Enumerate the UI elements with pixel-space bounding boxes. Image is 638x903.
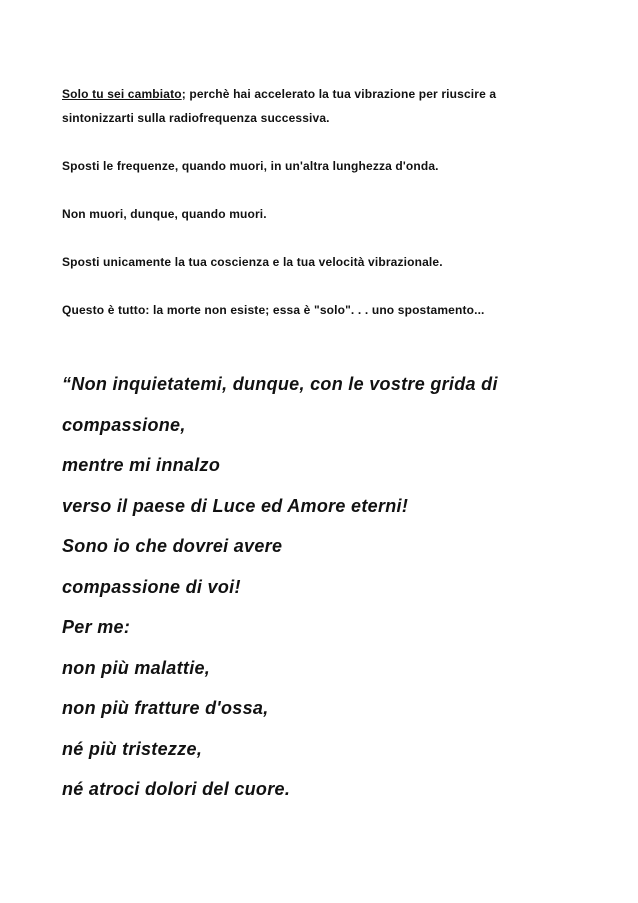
poem-section bbox=[62, 372, 622, 818]
poem-line: né più tristezze, bbox=[62, 738, 203, 759]
poem-line: Sono io che dovrei avere bbox=[62, 536, 283, 556]
poem-line: “Non inquietatemi, dunque, con le vostre grida di bbox=[62, 374, 498, 394]
prose-section bbox=[62, 82, 602, 346]
poem-line: verso il paese di Luce ed Amore eterni! bbox=[62, 495, 409, 516]
paragraph-3: Non muori, dunque, quando muori. bbox=[62, 207, 267, 221]
poem-line: mentre mi innalzo bbox=[62, 455, 221, 475]
poem-line: non più fratture d'ossa, bbox=[62, 698, 269, 718]
paragraph-2: Sposti le frequenze, quando muori, in un'altra lunghezza d'onda. bbox=[62, 159, 439, 173]
paragraph-5: Questo è tutto: la morte non esiste; essa è "solo". . . uno spostamento... bbox=[62, 303, 485, 317]
poem-line: non più malattie, bbox=[62, 657, 211, 678]
underlined-phrase: Solo tu sei cambiato bbox=[62, 87, 182, 101]
poem-line: compassione, bbox=[62, 414, 186, 435]
paragraph-1-text: ; perchè hai accelerato la tua vibrazione per riuscire a bbox=[181, 87, 497, 101]
poem-line: Per me: bbox=[62, 617, 131, 637]
poem-line: compassione di voi! bbox=[62, 576, 241, 597]
paragraph-1 bbox=[62, 82, 602, 130]
poem-line: né atroci dolori del cuore. bbox=[62, 779, 291, 799]
paragraph-1-text-line2: sintonizzarti sulla radiofrequenza successiva. bbox=[62, 111, 330, 125]
paragraph-4: Sposti unicamente la tua coscienza e la tua velocità vibrazionale. bbox=[62, 255, 443, 269]
